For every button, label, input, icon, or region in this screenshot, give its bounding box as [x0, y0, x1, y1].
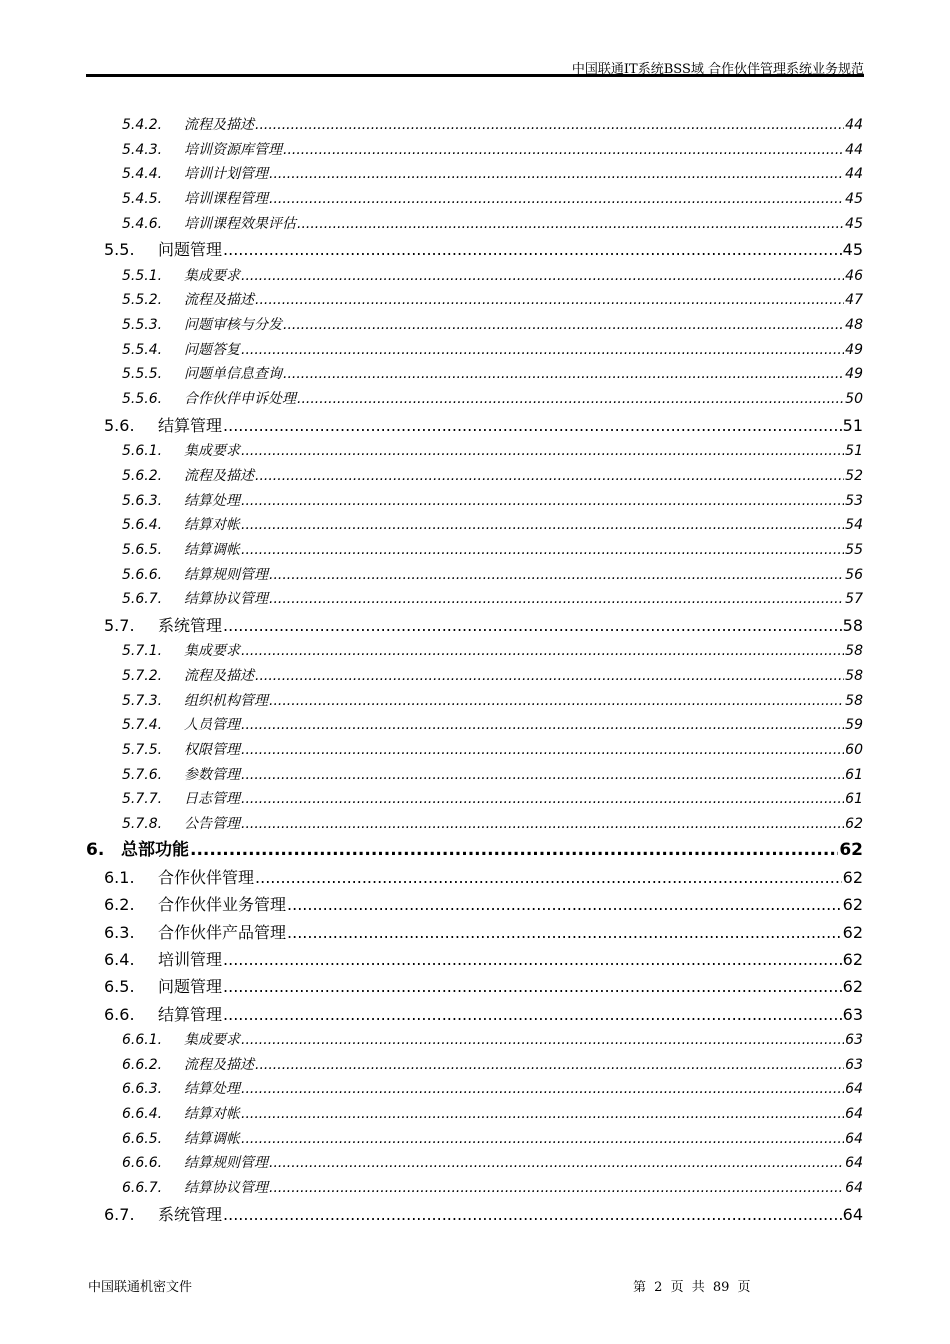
- toc-entry[interactable]: [86, 412, 863, 439]
- toc-entry-page-number: 44: [845, 141, 863, 158]
- toc-entry-page-number: 58: [842, 615, 863, 635]
- toc-entry-page-number: 61: [845, 791, 863, 808]
- toc-entry-title: 问题单信息查询: [184, 366, 282, 383]
- toc-entry-page-number: 62: [842, 977, 863, 997]
- toc-entry-number: 6.6.7.: [122, 1179, 163, 1196]
- toc-dot-leader: [223, 973, 842, 1000]
- footer-page-prefix: 第: [633, 1280, 647, 1295]
- toc-dot-leader: [223, 612, 842, 639]
- toc-dot-leader: [223, 412, 842, 439]
- toc-dot-leader: [269, 1176, 844, 1201]
- toc-entry-page-number: 44: [845, 166, 863, 183]
- toc-entry-title: 问题管理: [158, 240, 223, 260]
- toc-entry-number: 6.2.: [104, 895, 135, 915]
- toc-entry-number: 5.5.5.: [122, 366, 163, 383]
- toc-entry[interactable]: [86, 439, 863, 464]
- toc-entry-number: 5.5.2.: [122, 292, 163, 309]
- toc-entry-page-number: 58: [845, 643, 863, 660]
- toc-entry-title: 流程及描述: [184, 117, 254, 133]
- toc-entry[interactable]: [86, 763, 863, 788]
- toc-entry-number: 6.6.4.: [122, 1105, 163, 1122]
- toc-entry-number: 5.7.7.: [122, 791, 163, 808]
- toc-entry-number: 6.3.: [104, 922, 135, 942]
- footer-page-total: 89: [712, 1280, 730, 1295]
- toc-entry-number: 5.5.1.: [122, 267, 163, 284]
- toc-dot-leader: [190, 837, 838, 864]
- toc-entry-page-number: 51: [845, 443, 863, 460]
- toc-entry-page-number: 58: [845, 667, 863, 684]
- toc-entry[interactable]: [86, 338, 863, 363]
- toc-entry-number: 6.4.: [104, 949, 135, 969]
- toc-entry-page-number: 46: [845, 267, 863, 284]
- toc-dot-leader: [287, 891, 842, 918]
- toc-entry-title: 系统管理: [158, 615, 223, 635]
- toc-entry-number: 5.6.: [104, 415, 135, 435]
- toc-dot-leader: [241, 1102, 844, 1127]
- toc-entry[interactable]: [86, 513, 863, 538]
- toc-entry-page-number: 63: [845, 1056, 863, 1073]
- toc-entry-title: 集成要求: [184, 643, 240, 660]
- toc-entry-page-number: 49: [845, 366, 863, 383]
- toc-dot-leader: [269, 689, 844, 714]
- toc-entry[interactable]: [86, 1001, 863, 1028]
- toc-dot-leader: [241, 812, 844, 837]
- toc-entry-page-number: 48: [845, 317, 863, 334]
- toc-entry-title: 合作伙伴申诉处理: [184, 391, 296, 408]
- toc-entry-number: 6.7.: [104, 1204, 135, 1224]
- toc-entry[interactable]: [86, 612, 863, 639]
- toc-dot-leader: [255, 288, 844, 313]
- toc-entry-title: 组织机构管理: [184, 692, 268, 709]
- toc-dot-leader: [269, 162, 844, 187]
- toc-entry-title: 集成要求: [184, 267, 240, 284]
- toc-entry-title: 培训计划管理: [184, 166, 268, 183]
- toc-entry-title: 结算管理: [158, 1004, 223, 1024]
- toc-entry[interactable]: [86, 362, 863, 387]
- toc-dot-leader: [241, 639, 844, 664]
- toc-entry-number: 5.6.2.: [122, 467, 163, 484]
- toc-entry[interactable]: [86, 639, 863, 664]
- toc-entry[interactable]: [86, 1151, 863, 1176]
- toc-entry-page-number: 45: [845, 191, 863, 208]
- toc-dot-leader: [241, 763, 844, 788]
- toc-entry-number: 6.6.2.: [122, 1056, 163, 1073]
- toc-entry[interactable]: [86, 489, 863, 514]
- toc-entry-number: 5.7.6.: [122, 766, 163, 783]
- toc-entry-number: 6.6.5.: [122, 1130, 163, 1147]
- toc-dot-leader: [241, 1028, 844, 1053]
- toc-entry[interactable]: [86, 1176, 863, 1201]
- toc-dot-leader: [241, 1077, 844, 1102]
- toc-entry[interactable]: [86, 664, 863, 689]
- toc-entry[interactable]: [86, 264, 863, 289]
- toc-entry-title: 结算协议管理: [184, 591, 268, 608]
- toc-entry[interactable]: [86, 1102, 863, 1127]
- toc-entry-number: 6.: [86, 839, 105, 860]
- toc-entry[interactable]: [86, 864, 863, 891]
- page-header-title: 中国联通IT系统BSS域 合作伙伴管理系统业务规范: [571, 62, 864, 77]
- toc-entry-title: 公告管理: [184, 816, 240, 833]
- toc-entry-title: 结算处理: [184, 1081, 240, 1098]
- toc-entry-title: 权限管理: [184, 742, 240, 759]
- toc-entry-page-number: 58: [845, 692, 863, 709]
- toc-entry-page-number: 63: [842, 1004, 863, 1024]
- toc-dot-leader: [223, 1201, 842, 1228]
- toc-entry-page-number: 53: [845, 492, 863, 509]
- toc-entry-page-number: 45: [842, 240, 863, 260]
- toc-entry-number: 5.6.7.: [122, 591, 163, 608]
- toc-entry[interactable]: [86, 738, 863, 763]
- toc-entry-page-number: 62: [842, 895, 863, 915]
- toc-entry-title: 人员管理: [184, 717, 240, 734]
- header-divider: [86, 74, 864, 77]
- toc-entry-title: 培训课程管理: [184, 191, 268, 208]
- toc-entry-title: 流程及描述: [184, 292, 254, 309]
- toc-entry-title: 合作伙伴产品管理: [158, 922, 287, 942]
- toc-dot-leader: [283, 138, 844, 163]
- toc-entry-number: 6.1.: [104, 868, 135, 888]
- table-of-contents: [86, 113, 863, 1228]
- toc-entry-title: 培训管理: [158, 949, 223, 969]
- toc-dot-leader: [255, 1053, 844, 1078]
- toc-entry[interactable]: [86, 212, 863, 237]
- toc-entry-title: 流程及描述: [184, 667, 254, 684]
- toc-entry[interactable]: [86, 713, 863, 738]
- toc-dot-leader: [223, 946, 842, 973]
- footer-page-middle: 页 共: [670, 1280, 705, 1295]
- footer-confidential-label: 中国联通机密文件: [88, 1280, 193, 1295]
- toc-entry-page-number: 52: [845, 467, 863, 484]
- toc-entry[interactable]: [86, 689, 863, 714]
- toc-entry-number: 6.6.6.: [122, 1155, 163, 1172]
- toc-entry[interactable]: [86, 138, 863, 163]
- toc-dot-leader: [283, 362, 844, 387]
- toc-entry-page-number: 62: [845, 816, 863, 833]
- toc-entry[interactable]: [86, 187, 863, 212]
- toc-entry-number: 5.7.8.: [122, 816, 163, 833]
- toc-entry-title: 集成要求: [184, 1031, 240, 1048]
- toc-entry[interactable]: [86, 387, 863, 412]
- toc-entry-number: 5.7.1.: [122, 643, 163, 660]
- toc-entry-page-number: 64: [845, 1179, 863, 1196]
- toc-entry-page-number: 59: [845, 717, 863, 734]
- toc-entry-title: 总部功能: [121, 839, 189, 860]
- toc-entry[interactable]: [86, 313, 863, 338]
- footer-page-current: 2: [654, 1280, 663, 1295]
- toc-entry-title: 结算规则管理: [184, 1155, 268, 1172]
- toc-entry-number: 5.4.3.: [122, 141, 163, 158]
- toc-entry[interactable]: [86, 288, 863, 313]
- toc-entry[interactable]: [86, 946, 863, 973]
- toc-entry-number: 5.7.: [104, 615, 135, 635]
- toc-entry-title: 参数管理: [184, 766, 240, 783]
- toc-dot-leader: [255, 464, 844, 489]
- toc-entry[interactable]: [86, 563, 863, 588]
- toc-entry-number: 5.4.5.: [122, 191, 163, 208]
- toc-entry-title: 合作伙伴管理: [158, 868, 255, 888]
- toc-entry-title: 日志管理: [184, 791, 240, 808]
- toc-entry[interactable]: [86, 812, 863, 837]
- toc-entry-number: 6.5.: [104, 977, 135, 997]
- toc-entry-title: 流程及描述: [184, 1056, 254, 1073]
- toc-entry-page-number: 64: [845, 1105, 863, 1122]
- toc-entry[interactable]: [86, 587, 863, 612]
- toc-entry-page-number: 44: [845, 117, 863, 133]
- toc-entry[interactable]: [86, 891, 863, 918]
- toc-entry-page-number: 47: [845, 292, 863, 309]
- toc-entry[interactable]: [86, 973, 863, 1000]
- toc-dot-leader: [241, 538, 844, 563]
- toc-dot-leader: [241, 513, 844, 538]
- toc-dot-leader: [241, 713, 844, 738]
- toc-entry[interactable]: [86, 1127, 863, 1152]
- toc-entry-page-number: 55: [845, 541, 863, 558]
- toc-entry-title: 结算调帐: [184, 541, 240, 558]
- toc-entry-page-number: 62: [842, 868, 863, 888]
- toc-entry[interactable]: [86, 787, 863, 812]
- toc-dot-leader: [241, 264, 844, 289]
- toc-entry-page-number: 64: [845, 1155, 863, 1172]
- toc-entry-number: 6.6.1.: [122, 1031, 163, 1048]
- toc-entry-page-number: 56: [845, 566, 863, 583]
- toc-dot-leader: [287, 919, 842, 946]
- toc-entry-page-number: 62: [842, 949, 863, 969]
- footer-page-suffix: 页: [737, 1280, 751, 1295]
- toc-entry-number: 5.6.6.: [122, 566, 163, 583]
- toc-entry-page-number: 64: [845, 1081, 863, 1098]
- toc-entry-title: 结算调帐: [184, 1130, 240, 1147]
- toc-entry-number: 5.4.4.: [122, 166, 163, 183]
- toc-entry-page-number: 54: [845, 517, 863, 534]
- toc-dot-leader: [255, 113, 844, 138]
- toc-entry-title: 结算处理: [184, 492, 240, 509]
- toc-entry[interactable]: [86, 236, 863, 263]
- toc-dot-leader: [241, 439, 844, 464]
- toc-entry-number: 5.4.2.: [122, 117, 163, 133]
- toc-entry-number: 5.6.4.: [122, 517, 163, 534]
- toc-entry-page-number: 45: [845, 215, 863, 232]
- toc-entry-title: 培训课程效果评估: [184, 215, 296, 232]
- toc-entry-number: 5.6.5.: [122, 541, 163, 558]
- toc-entry-title: 流程及描述: [184, 467, 254, 484]
- toc-dot-leader: [223, 236, 842, 263]
- toc-entry-number: 5.5.4.: [122, 341, 163, 358]
- toc-entry-number: 5.5.: [104, 240, 135, 260]
- toc-dot-leader: [297, 387, 844, 412]
- toc-entry-page-number: 57: [845, 591, 863, 608]
- toc-entry-title: 结算对帐: [184, 517, 240, 534]
- toc-entry-title: 结算对帐: [184, 1105, 240, 1122]
- toc-entry-number: 5.5.3.: [122, 317, 163, 334]
- toc-entry[interactable]: [86, 1077, 863, 1102]
- toc-entry[interactable]: [86, 1028, 863, 1053]
- toc-entry-page-number: 51: [842, 415, 863, 435]
- toc-entry-title: 问题答复: [184, 341, 240, 358]
- toc-entry-title: 结算协议管理: [184, 1179, 268, 1196]
- toc-dot-leader: [241, 489, 844, 514]
- toc-entry-title: 系统管理: [158, 1204, 223, 1224]
- toc-dot-leader: [255, 664, 844, 689]
- toc-dot-leader: [283, 313, 844, 338]
- toc-entry-page-number: 49: [845, 341, 863, 358]
- toc-entry-number: 5.5.6.: [122, 391, 163, 408]
- toc-entry-title: 结算管理: [158, 415, 223, 435]
- toc-dot-leader: [255, 864, 842, 891]
- toc-entry-page-number: 60: [845, 742, 863, 759]
- toc-entry-page-number: 64: [845, 1130, 863, 1147]
- toc-entry-page-number: 64: [842, 1204, 863, 1224]
- toc-entry-title: 合作伙伴业务管理: [158, 895, 287, 915]
- toc-entry-title: 集成要求: [184, 443, 240, 460]
- toc-dot-leader: [241, 338, 844, 363]
- toc-dot-leader: [241, 738, 844, 763]
- toc-dot-leader: [269, 587, 844, 612]
- toc-entry[interactable]: [86, 919, 863, 946]
- toc-dot-leader: [269, 563, 844, 588]
- toc-entry-title: 问题管理: [158, 977, 223, 997]
- toc-entry[interactable]: [86, 464, 863, 489]
- toc-dot-leader: [269, 1151, 844, 1176]
- toc-dot-leader: [269, 187, 844, 212]
- toc-entry-number: 5.6.3.: [122, 492, 163, 509]
- toc-dot-leader: [297, 212, 844, 237]
- toc-entry-number: 5.4.6.: [122, 215, 163, 232]
- footer-page-number: [633, 1276, 751, 1295]
- toc-entry[interactable]: [86, 837, 863, 864]
- toc-entry-number: 5.7.3.: [122, 692, 163, 709]
- toc-entry-page-number: 62: [842, 922, 863, 942]
- toc-entry-page-number: 63: [845, 1031, 863, 1048]
- toc-entry[interactable]: [86, 1053, 863, 1078]
- toc-entry-number: 5.7.2.: [122, 667, 163, 684]
- toc-dot-leader: [223, 1001, 842, 1028]
- toc-entry-page-number: 50: [845, 391, 863, 408]
- toc-entry[interactable]: [86, 538, 863, 563]
- toc-entry-title: 结算规则管理: [184, 566, 268, 583]
- toc-entry-number: 5.7.5.: [122, 742, 163, 759]
- toc-dot-leader: [241, 1127, 844, 1152]
- toc-entry-number: 6.6.: [104, 1004, 135, 1024]
- toc-entry-title: 培训资源库管理: [184, 141, 282, 158]
- toc-entry[interactable]: [86, 162, 863, 187]
- toc-entry-page-number: 61: [845, 766, 863, 783]
- toc-entry[interactable]: [86, 1201, 863, 1228]
- toc-entry-title: 问题审核与分发: [184, 317, 282, 334]
- toc-entry[interactable]: [86, 113, 863, 138]
- toc-entry-page-number: 62: [839, 839, 863, 860]
- toc-entry-number: 5.7.4.: [122, 717, 163, 734]
- toc-entry-number: 5.6.1.: [122, 443, 163, 460]
- toc-entry-number: 6.6.3.: [122, 1081, 163, 1098]
- toc-dot-leader: [241, 787, 844, 812]
